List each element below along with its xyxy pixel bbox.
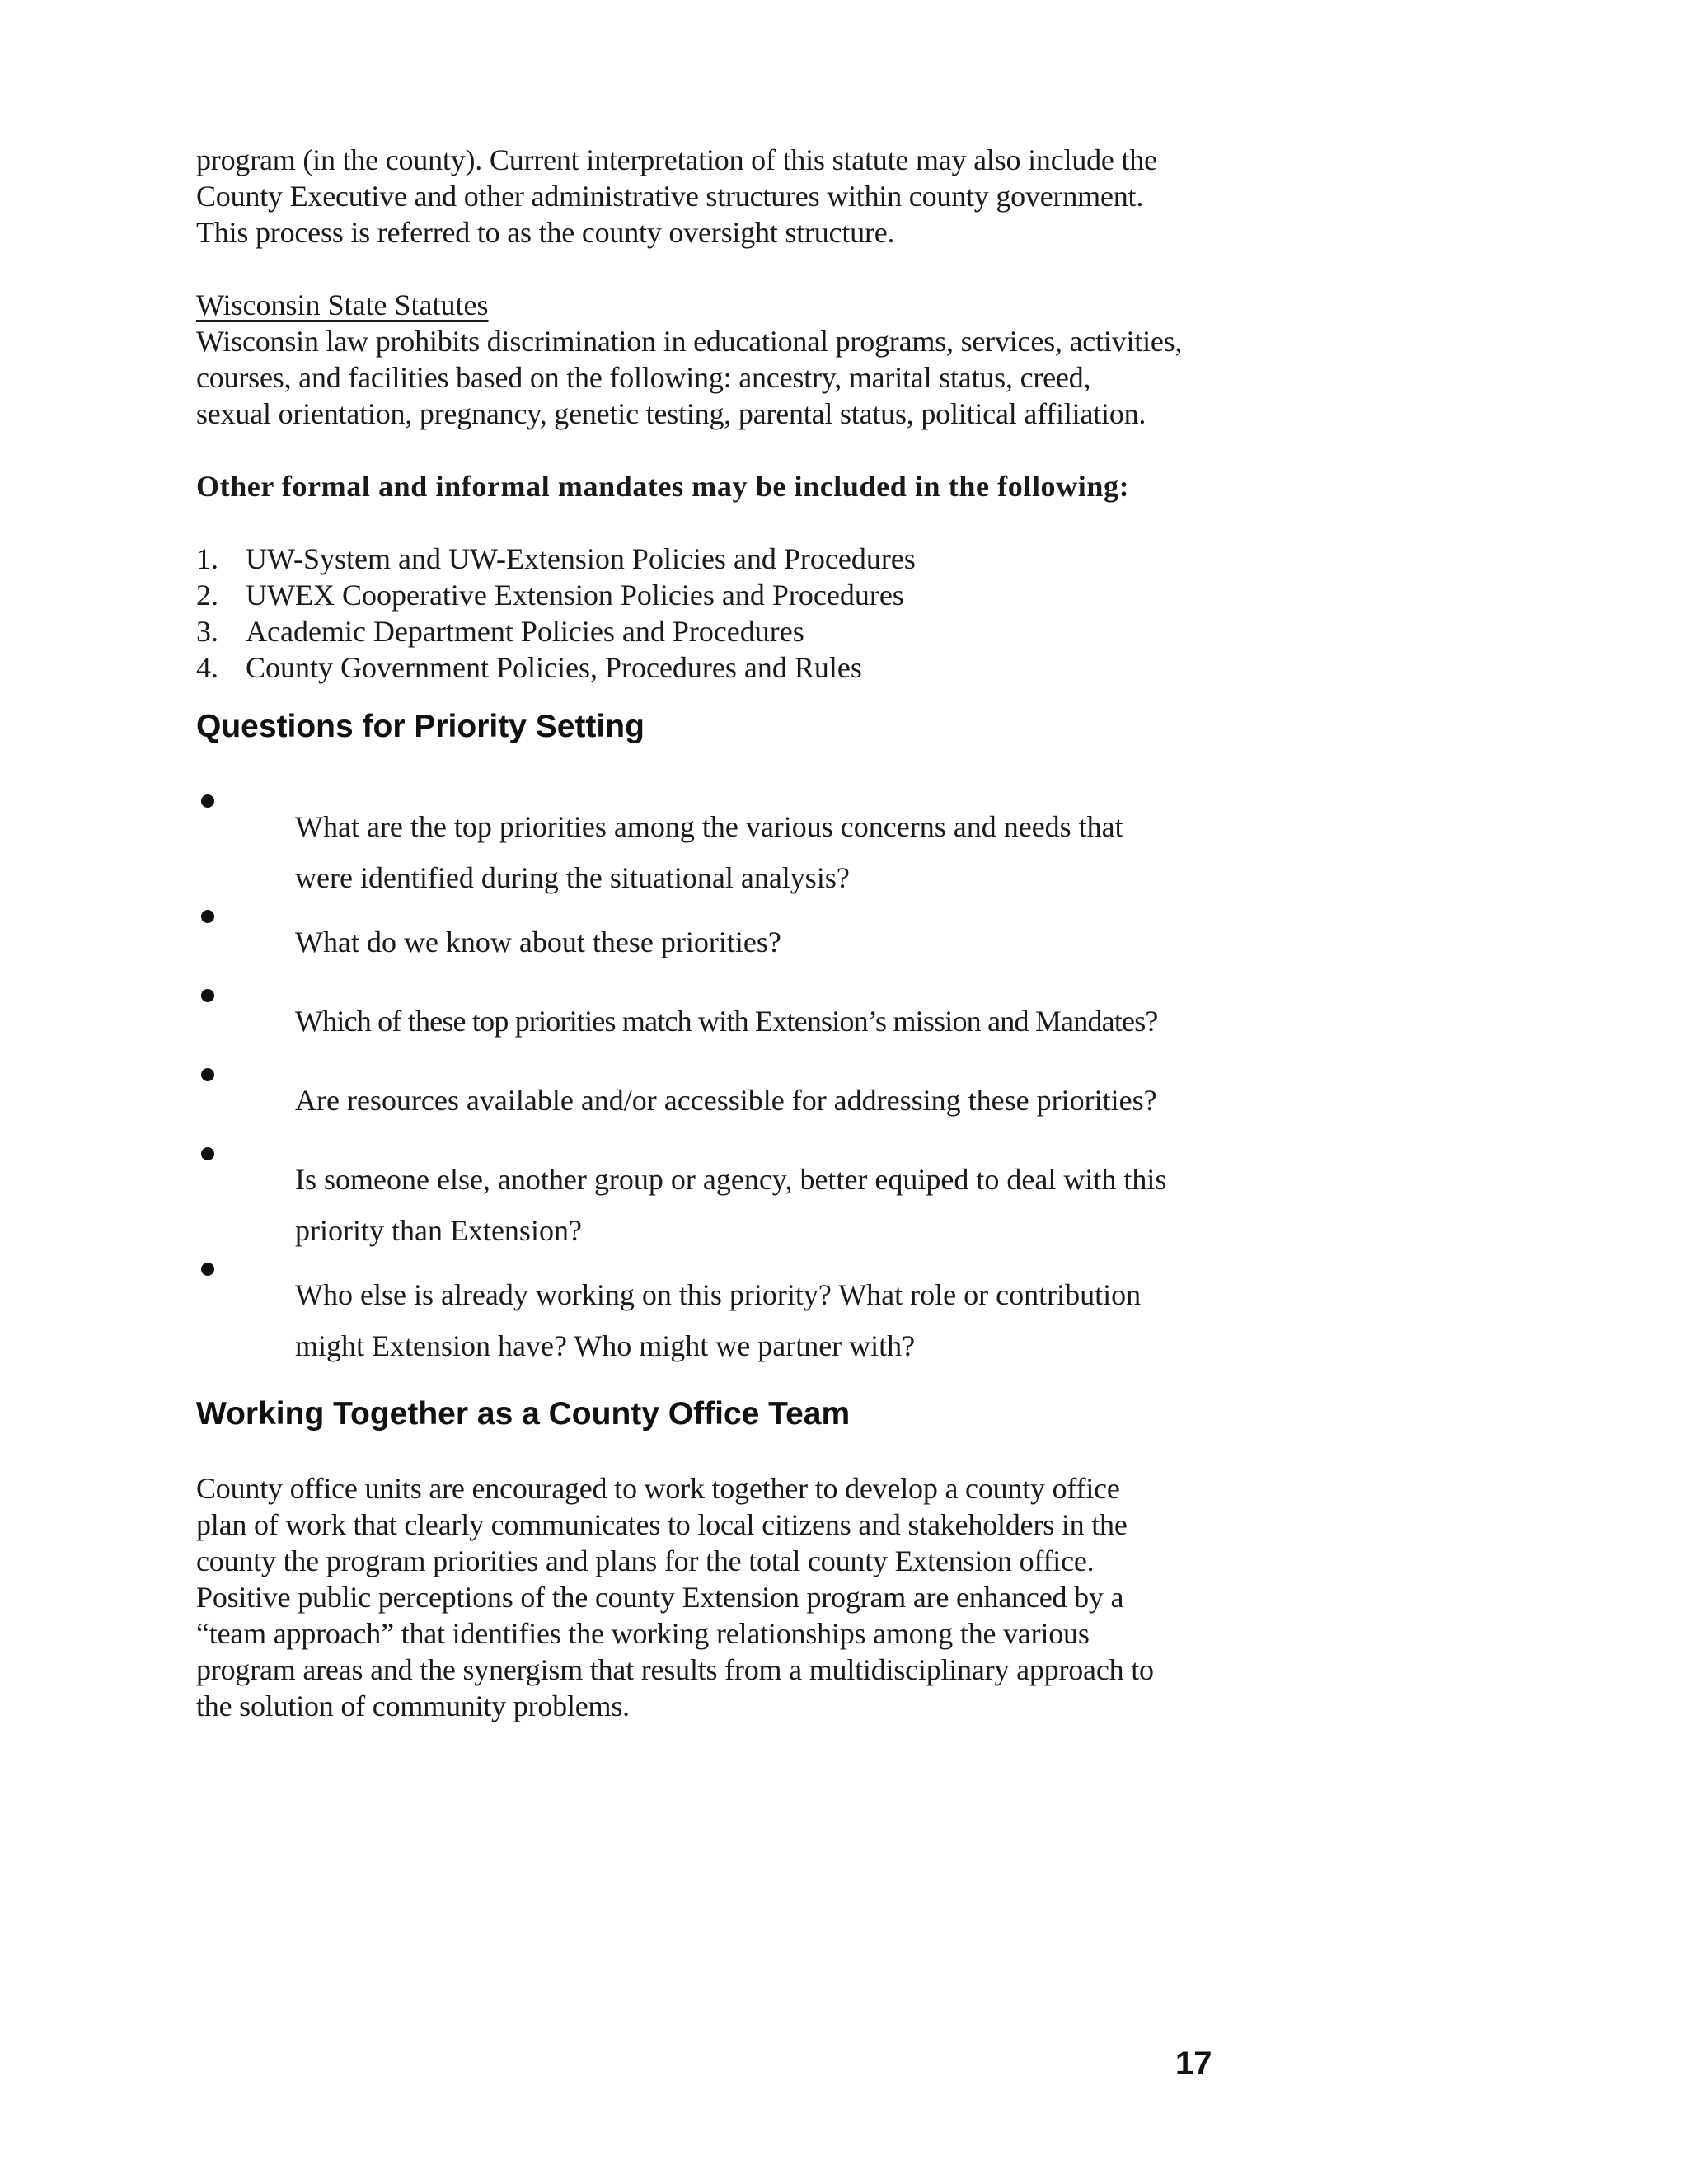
priority-questions-list <box>196 801 1218 1371</box>
wisconsin-line: Wisconsin law prohibits discrimination in educational programs, services, activities, <box>196 325 1183 358</box>
team-line: “team approach” that identifies the working relationships among the various <box>196 1617 1090 1650</box>
team-line: Positive public perceptions of the county Extension program are enhanced by a <box>196 1581 1124 1614</box>
team-heading: Working Together as a County Office Team <box>196 1396 851 1432</box>
intro-line: County Executive and other administrative structures within county government. <box>196 180 1144 213</box>
list-number: 1. <box>196 542 218 575</box>
bullet-line: Are resources available and/or accessible for addressing these priorities? <box>295 1084 1157 1117</box>
list-item <box>196 1154 1218 1256</box>
bullet-text <box>295 1154 1218 1256</box>
wisconsin-statutes-paragraph <box>196 323 1218 432</box>
bullet-text <box>295 801 1218 903</box>
bullet-icon <box>201 1263 214 1276</box>
list-item <box>196 1269 1218 1371</box>
list-item <box>196 1075 1218 1126</box>
list-text: UW-System and UW-Extension Policies and Procedures <box>246 542 916 575</box>
list-item <box>196 613 1218 649</box>
page-content <box>196 142 1218 1724</box>
mandates-lead: Other formal and informal mandates may be included in the following: <box>196 470 1130 503</box>
team-line: plan of work that clearly communicates to local citizens and stakeholders in the <box>196 1508 1128 1541</box>
team-line: county the program priorities and plans for the total county Extension office. <box>196 1544 1095 1577</box>
bullet-text <box>295 916 1218 968</box>
bullet-icon <box>201 794 214 808</box>
bullet-line: were identified during the situational analysis? <box>295 861 850 894</box>
list-item <box>196 649 1218 686</box>
bullet-icon <box>201 989 214 1002</box>
team-line: the solution of community problems. <box>196 1690 630 1722</box>
list-number: 2. <box>196 579 218 612</box>
intro-paragraph <box>196 142 1218 251</box>
bullet-line: What do we know about these priorities? <box>295 926 781 958</box>
list-text: County Government Policies, Procedures and Rules <box>246 651 862 684</box>
list-item <box>196 801 1218 903</box>
list-text: UWEX Cooperative Extension Policies and Procedures <box>246 579 904 612</box>
wisconsin-line: sexual orientation, pregnancy, genetic testing, parental status, political affiliation. <box>196 397 1146 430</box>
bullet-icon <box>201 1147 214 1160</box>
wisconsin-line: courses, and facilities based on the following: ancestry, marital status, creed, <box>196 361 1091 394</box>
list-number: 3. <box>196 615 218 648</box>
intro-line: program (in the county). Current interpretation of this statute may also include the <box>196 143 1157 176</box>
team-line: County office units are encouraged to work together to develop a county office <box>196 1472 1120 1505</box>
priority-heading: Questions for Priority Setting <box>196 709 645 744</box>
bullet-text <box>295 996 1218 1047</box>
bullet-line: Is someone else, another group or agency, better equiped to deal with this <box>295 1163 1167 1196</box>
bullet-text <box>295 1269 1218 1371</box>
list-item <box>196 916 1218 968</box>
list-number: 4. <box>196 651 218 684</box>
team-paragraph <box>196 1470 1218 1724</box>
bullet-icon <box>201 910 214 923</box>
bullet-icon <box>201 1068 214 1081</box>
bullet-line: Which of these top priorities match with Extension’s mission and Mandates? <box>295 1005 1158 1038</box>
list-item <box>196 541 1218 577</box>
list-item <box>196 577 1218 613</box>
bullet-line: What are the top priorities among the various concerns and needs that <box>295 810 1123 843</box>
bullet-line: Who else is already working on this priority? What role or contribution <box>295 1278 1142 1311</box>
bullet-line: might Extension have? Who might we partner with? <box>295 1329 916 1362</box>
team-line: program areas and the synergism that results from a multidisciplinary approach to <box>196 1653 1154 1686</box>
bullet-line: priority than Extension? <box>295 1214 582 1247</box>
bullet-text <box>295 1075 1218 1126</box>
list-text: Academic Department Policies and Procedures <box>246 615 804 648</box>
page-number: 17 <box>1175 2046 1212 2082</box>
mandates-list <box>196 541 1218 686</box>
wisconsin-statutes-subhead: Wisconsin State Statutes <box>196 288 489 321</box>
list-item <box>196 996 1218 1047</box>
intro-line: This process is referred to as the county oversight structure. <box>196 216 895 249</box>
